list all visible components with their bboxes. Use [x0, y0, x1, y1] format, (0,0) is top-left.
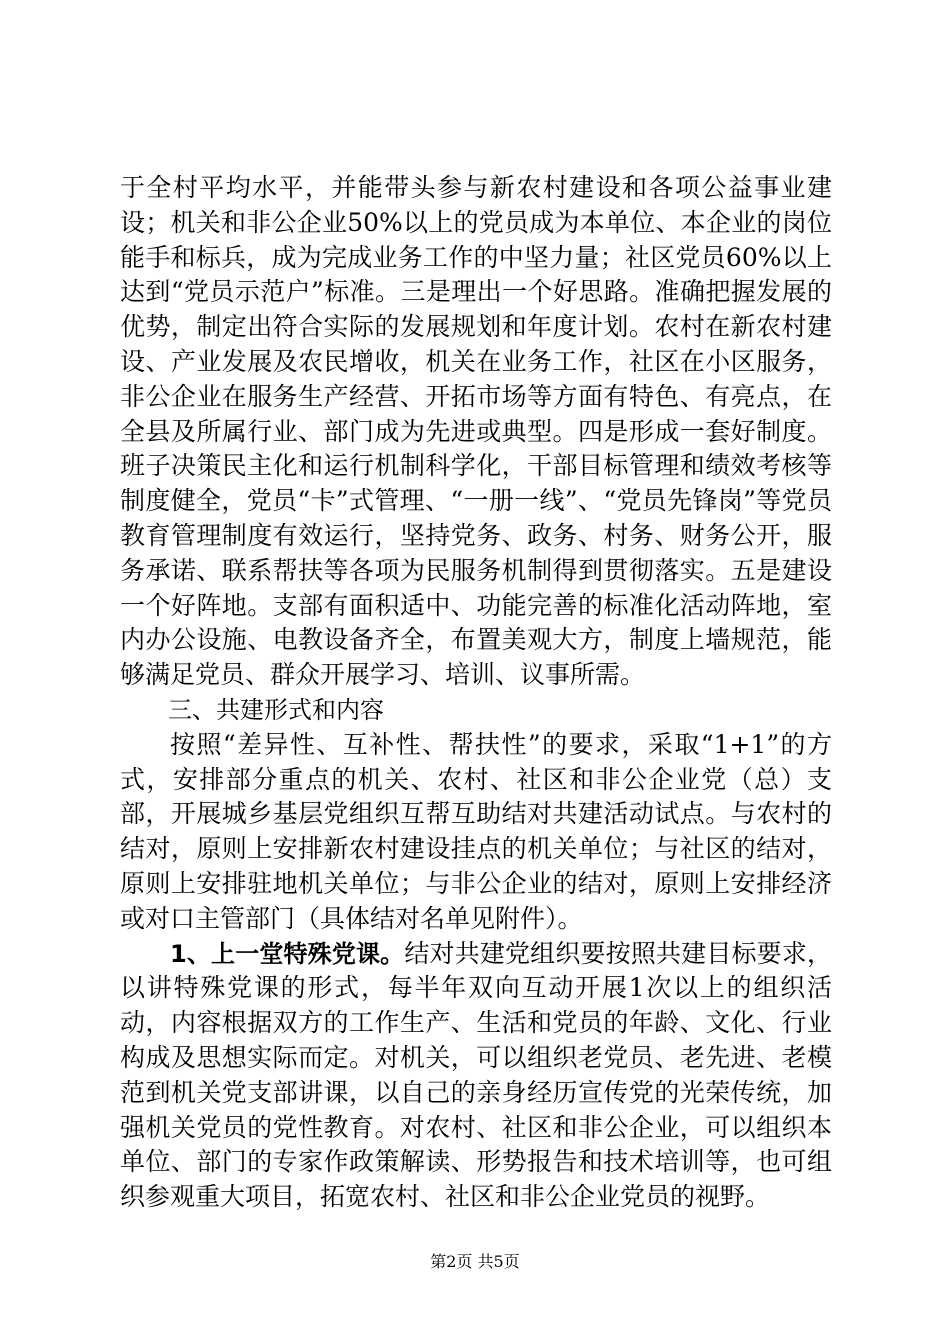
page-footer: 第2页 共5页: [430, 1252, 520, 1271]
paragraph-continued: 于全村平均水平，并能带头参与新农村建设和各项公益事业建设；机关和非公企业50%以上的党员成为本单位、本企业的岗位能手和标兵，成为完成业务工作的中坚力量；社区党员60%以上达到“党员示范户”标准。三是理出一个好思路。准确把握发展的优势，制定出符合实际的发展规划和年度计划。农村在新农村建设、产业发展及农民增收，机关在业务工作，社区在小区服务，非公企业在服务生产经营、开拓市场等方面有特色、有亮点，在全县及所属行业、部门成为先进或典型。四是形成一套好制度。班子决策民主化和运行机制科学化，干部目标管理和绩效考核等制度健全，党员“卡”式管理、“一册一线”、“党员先锋岗”等党员教育管理制度有效运行，坚持党务、政务、村务、财务公开，服务承诺、联系帮扶等各项为民服务机制得到贯彻落实。五是建设一个好阵地。支部有面积适中、功能完善的标准化活动阵地，室内办公设施、电教设备齐全，布置美观大方，制度上墙规范，能够满足党员、群众开展学习、培训、议事所需。: [120, 173, 832, 690]
paragraph-item-1: [120, 937, 832, 1215]
item-1-body: 结对共建党组织要按照共建目标要求，以讲特殊党课的形式，每半年双向互动开展1次以上的组织活动，内容根据双方的工作生产、生活和党员的年龄、文化、行业构成及思想实际而定。对机关，可以组织老党员、老先进、老模范到机关党支部讲课，以自己的亲身经历宣传党的光荣传统，加强机关党员的党性教育。对农村、社区和非公企业，可以组织本单位、部门的专家作政策解读、形势报告和技术培训等，也可组织参观重大项目，拓宽农村、社区和非公企业党员的视野。: [120, 938, 832, 1212]
item-1-title: 1、上一堂特殊党课。: [170, 939, 405, 968]
section-heading: 三、共建形式和内容: [168, 695, 384, 724]
paragraph-intro: 按照“差异性、互补性、帮扶性”的要求，采取“1+1”的方式，安排部分重点的机关、农村、社区和非公企业党（总）支部，开展城乡基层党组织互帮互助结对共建活动试点。与农村的结对，原则上安排新农村建设挂点的机关单位；与社区的结对，原则上安排驻地机关单位；与非公企业的结对，原则上安排经济或对口主管部门（具体结对名单见附件）。: [120, 729, 832, 933]
document-body: [120, 171, 832, 1215]
